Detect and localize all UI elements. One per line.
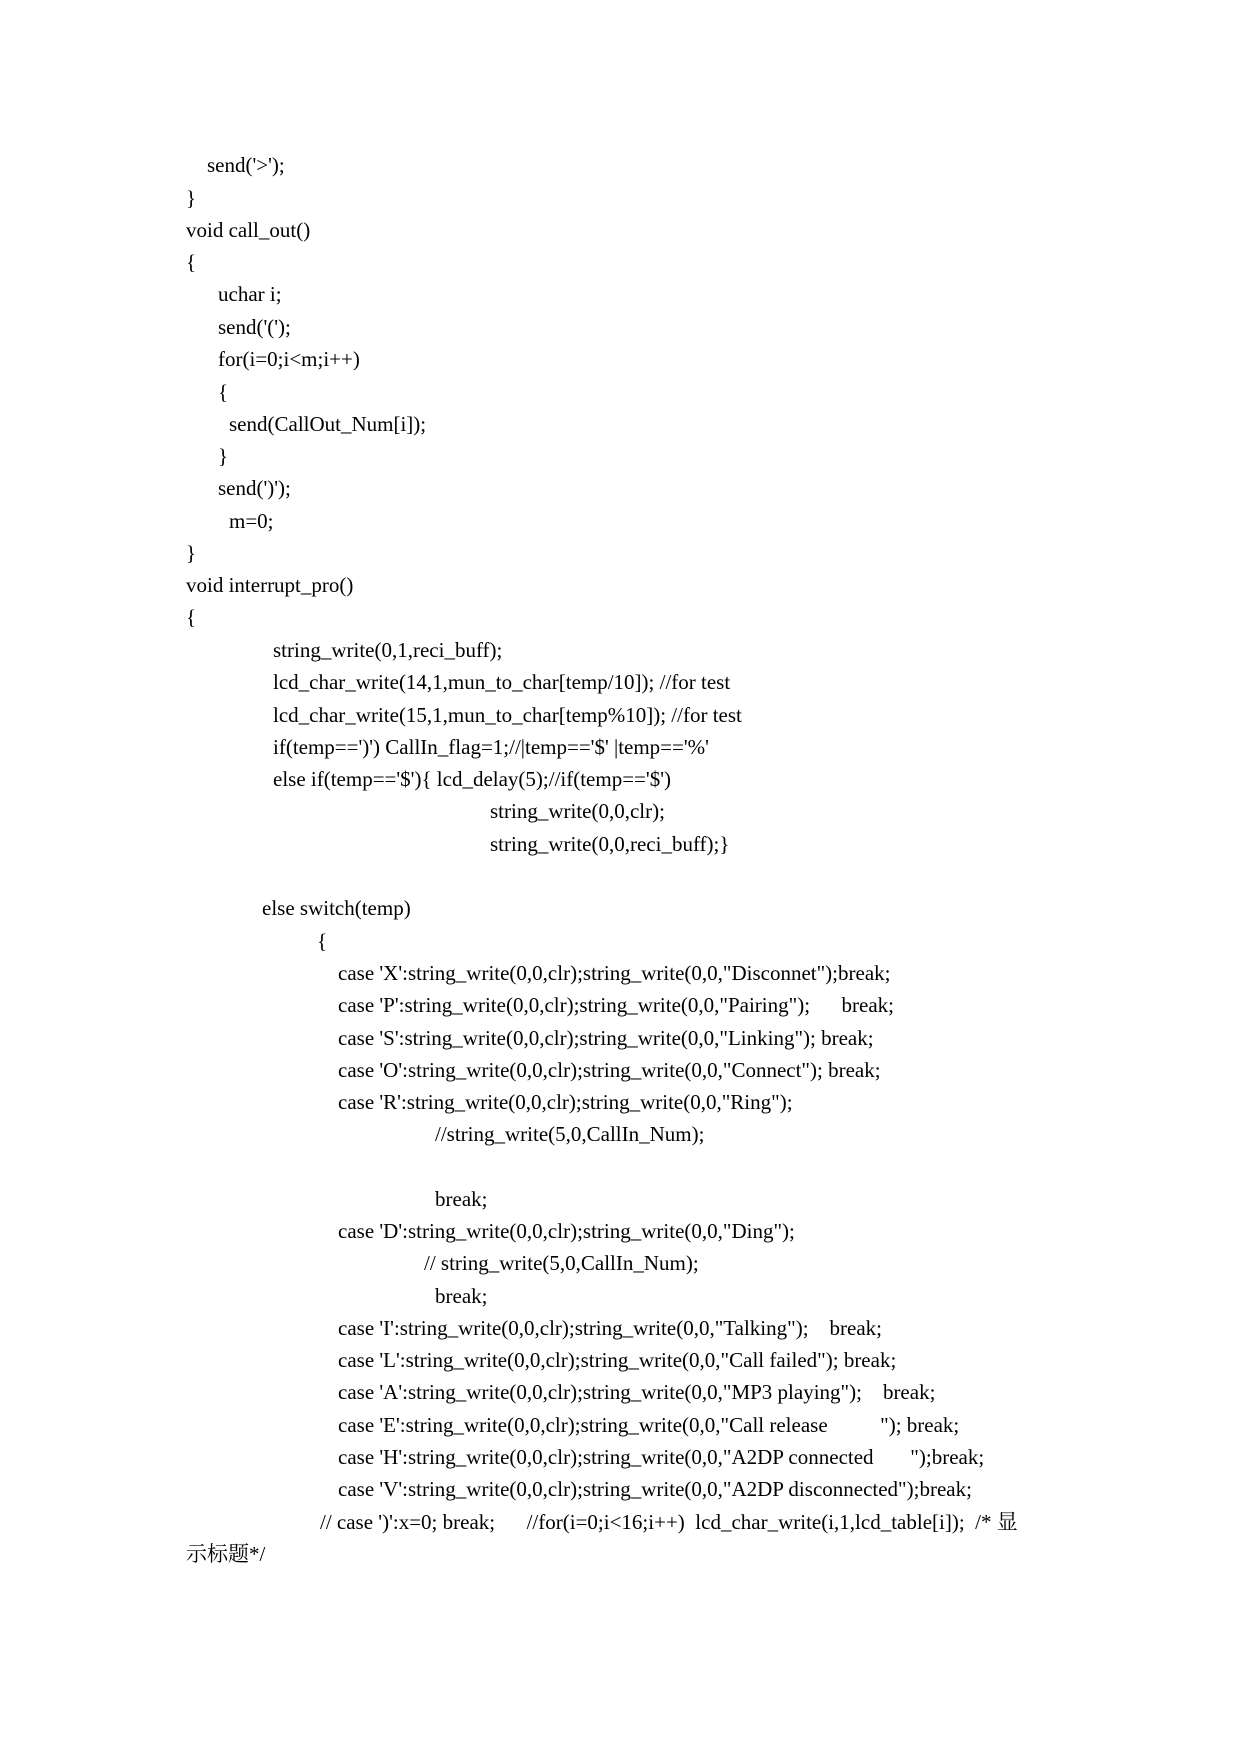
code-line: case 'O':string_write(0,0,clr);string_write(0,0,"Connect"); break; xyxy=(338,1058,881,1082)
code-line: send(')'); xyxy=(218,476,291,500)
code-line: break; xyxy=(435,1187,488,1211)
code-line: case 'L':string_write(0,0,clr);string_write(0,0,"Call failed"); break; xyxy=(338,1348,897,1372)
code-line: lcd_char_write(14,1,mun_to_char[temp/10]); //for test xyxy=(273,670,731,694)
code-line: send('>'); xyxy=(207,153,285,177)
code-line: } xyxy=(186,186,197,210)
code-line: else if(temp=='$'){ lcd_delay(5);//if(temp=='$') xyxy=(273,767,671,791)
code-line: case 'S':string_write(0,0,clr);string_write(0,0,"Linking"); break; xyxy=(338,1026,874,1050)
code-line: uchar i; xyxy=(218,282,282,306)
code-line: case 'A':string_write(0,0,clr);string_write(0,0,"MP3 playing"); break; xyxy=(338,1380,936,1404)
code-line: { xyxy=(317,929,328,953)
code-line: for(i=0;i<m;i++) xyxy=(218,347,360,371)
code-line: case 'E':string_write(0,0,clr);string_write(0,0,"Call release "); break; xyxy=(338,1413,960,1437)
code-line: case 'R':string_write(0,0,clr);string_write(0,0,"Ring"); xyxy=(338,1090,793,1114)
code-line: case 'I':string_write(0,0,clr);string_write(0,0,"Talking"); break; xyxy=(338,1316,883,1340)
code-line: string_write(0,0,clr); xyxy=(490,799,665,823)
code-line: break; xyxy=(435,1284,488,1308)
code-line: m=0; xyxy=(229,509,274,533)
code-line: if(temp==')') CallIn_flag=1;//|temp=='$' |temp=='%' xyxy=(273,735,709,759)
code-line: void call_out() xyxy=(186,218,311,242)
code-line: else switch(temp) xyxy=(262,896,411,920)
code-line: } xyxy=(186,541,197,565)
code-line: // string_write(5,0,CallIn_Num); xyxy=(424,1251,699,1275)
code-line: // case ')':x=0; break; //for(i=0;i<16;i++) lcd_char_write(i,1,lcd_table[i]); /* 显 xyxy=(320,1510,1018,1534)
code-line: { xyxy=(186,250,197,274)
code-line: //string_write(5,0,CallIn_Num); xyxy=(435,1122,705,1146)
code-line: send(CallOut_Num[i]); xyxy=(229,412,427,436)
code-line: case 'V':string_write(0,0,clr);string_write(0,0,"A2DP disconnected");break; xyxy=(338,1477,972,1501)
code-line: string_write(0,1,reci_buff); xyxy=(273,638,503,662)
code-line: } xyxy=(218,444,229,468)
code-line: string_write(0,0,reci_buff);} xyxy=(490,832,730,856)
code-line: case 'P':string_write(0,0,clr);string_write(0,0,"Pairing"); break; xyxy=(338,993,894,1017)
code-line: { xyxy=(218,380,229,404)
code-line: void interrupt_pro() xyxy=(186,573,354,597)
code-line: 示标题*/ xyxy=(186,1542,266,1566)
code-line: case 'X':string_write(0,0,clr);string_write(0,0,"Disconnet");break; xyxy=(338,961,891,985)
code-line: send('('); xyxy=(218,315,291,339)
code-line: lcd_char_write(15,1,mun_to_char[temp%10]); //for test xyxy=(273,703,742,727)
code-line: case 'H':string_write(0,0,clr);string_write(0,0,"A2DP connected ");break; xyxy=(338,1445,985,1469)
code-line: case 'D':string_write(0,0,clr);string_write(0,0,"Ding"); xyxy=(338,1219,795,1243)
code-line: { xyxy=(186,605,197,629)
